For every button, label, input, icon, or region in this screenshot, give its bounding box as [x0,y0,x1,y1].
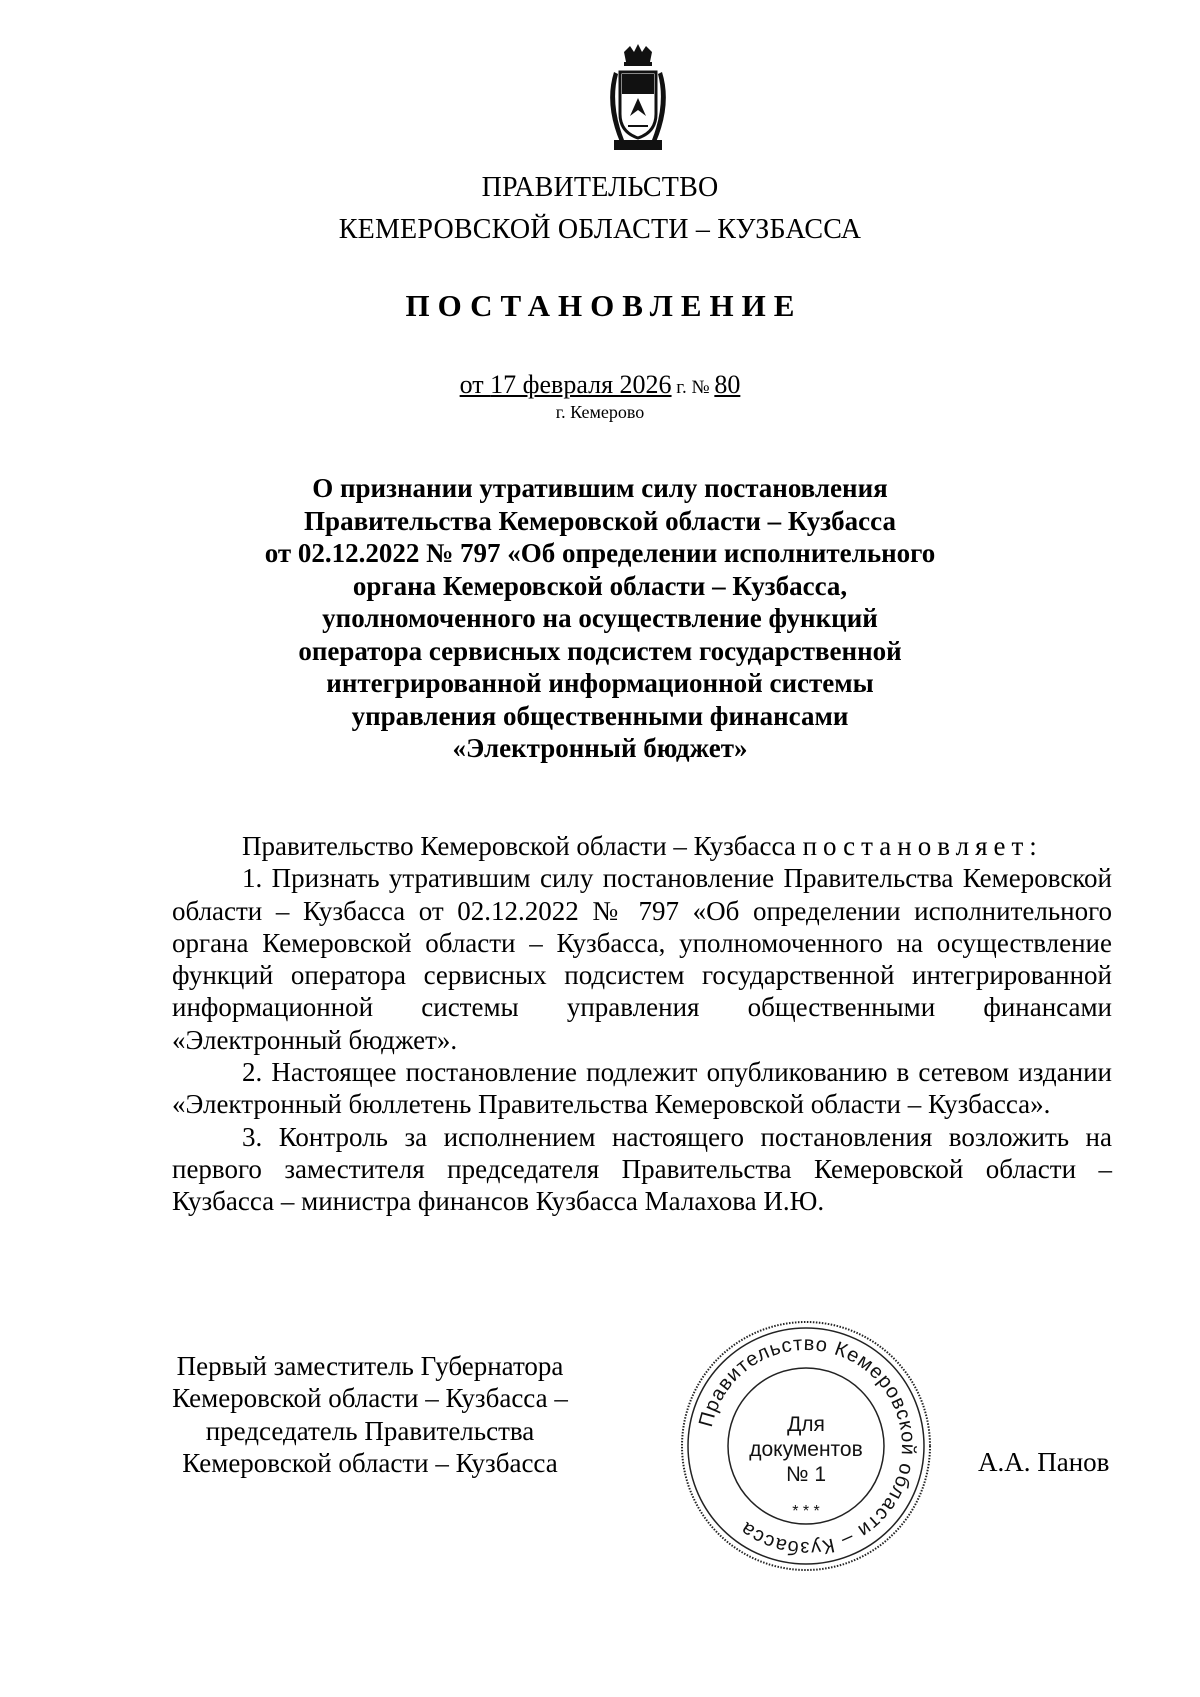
document-city: г. Кемерово [555,402,645,422]
stamp-ring-text: Правительство Кемеровской области – Кузбасса [694,1332,920,1560]
year-suffix: г. [671,377,692,398]
document-type: ПОСТАНОВЛЕНИЕ [405,288,803,323]
document-number: 80 [714,370,741,399]
coat-of-arms-icon [600,44,676,156]
title-line: О признании утратившим силу постановления [312,473,888,503]
preamble [172,830,1112,862]
date-number-line [0,370,1200,400]
official-stamp [676,1316,936,1576]
position-line: Кемеровской области – Кузбасса [182,1447,558,1478]
signer-name: А.А. Панов [978,1447,1110,1477]
title-line: оператора сервисных подсистем государственной [298,635,902,666]
stamp-stars: * * * [792,1503,820,1520]
stamp-center-line-3: № 1 [785,1463,827,1486]
position-line: Кемеровской области – Кузбасса – [172,1383,568,1414]
signatory-position [150,1350,590,1479]
title-line: уполномоченного на осуществление функций [322,603,878,633]
number-prefix: № [691,377,715,398]
title-line: Правительства Кемеровской области – Кузбасса [304,505,896,536]
title-line: органа Кемеровской области – Кузбасса, [352,570,848,601]
body-item-2: 2. Настоящее постановление подлежит опубликованию в сетевом издании «Электронный бюллетень Правительства Кемеровской области – Кузбасса». [172,1057,1112,1120]
position-line: председатель Правительства [205,1415,535,1446]
preamble-text: Правительство Кемеровской области – Кузбасса [242,831,803,861]
org-name-line-1: ПРАВИТЕЛЬСТВО [481,172,719,203]
stamp-center-line-2: документов [749,1438,863,1461]
document-date: 17 февраля 2026 [490,370,672,399]
title-line: управления общественными финансами [351,700,849,731]
title-line: интегрированной информационной системы [326,668,874,698]
org-name-line-2: КЕМЕРОВСКОЙ ОБЛАСТИ – КУЗБАССА [338,214,862,245]
date-prefix: от [459,370,491,399]
preamble-verb: постановляет: [802,831,1043,861]
body-item-1: 1. Признать утратившим силу постановление Правительства Кемеровской области – Кузбасса от 02.12.2022 № 797 «Об определении исполнительного органа Кемеровской области – Кузбасса, уполномоченного на осуществление функций оператора сервисных подсистем государственной интегрированной информационной системы управления общественными финансами «Электронный бюджет». [172,863,1112,1055]
document-title [0,472,1200,765]
body-item-3: 3. Контроль за исполнением настоящего постановления возложить на первого заместителя председателя Правительства Кемеровской области – Кузбасса – министра финансов Кузбасса Малахова И.Ю. [172,1121,1112,1217]
stamp-center-line-1: Для [787,1413,825,1436]
title-line: от 02.12.2022 № 797 «Об определении исполнительного [264,538,936,568]
title-line: «Электронный бюджет» [452,733,748,763]
position-line: Первый заместитель Губернатора [176,1351,564,1381]
document-body [172,830,1112,1218]
